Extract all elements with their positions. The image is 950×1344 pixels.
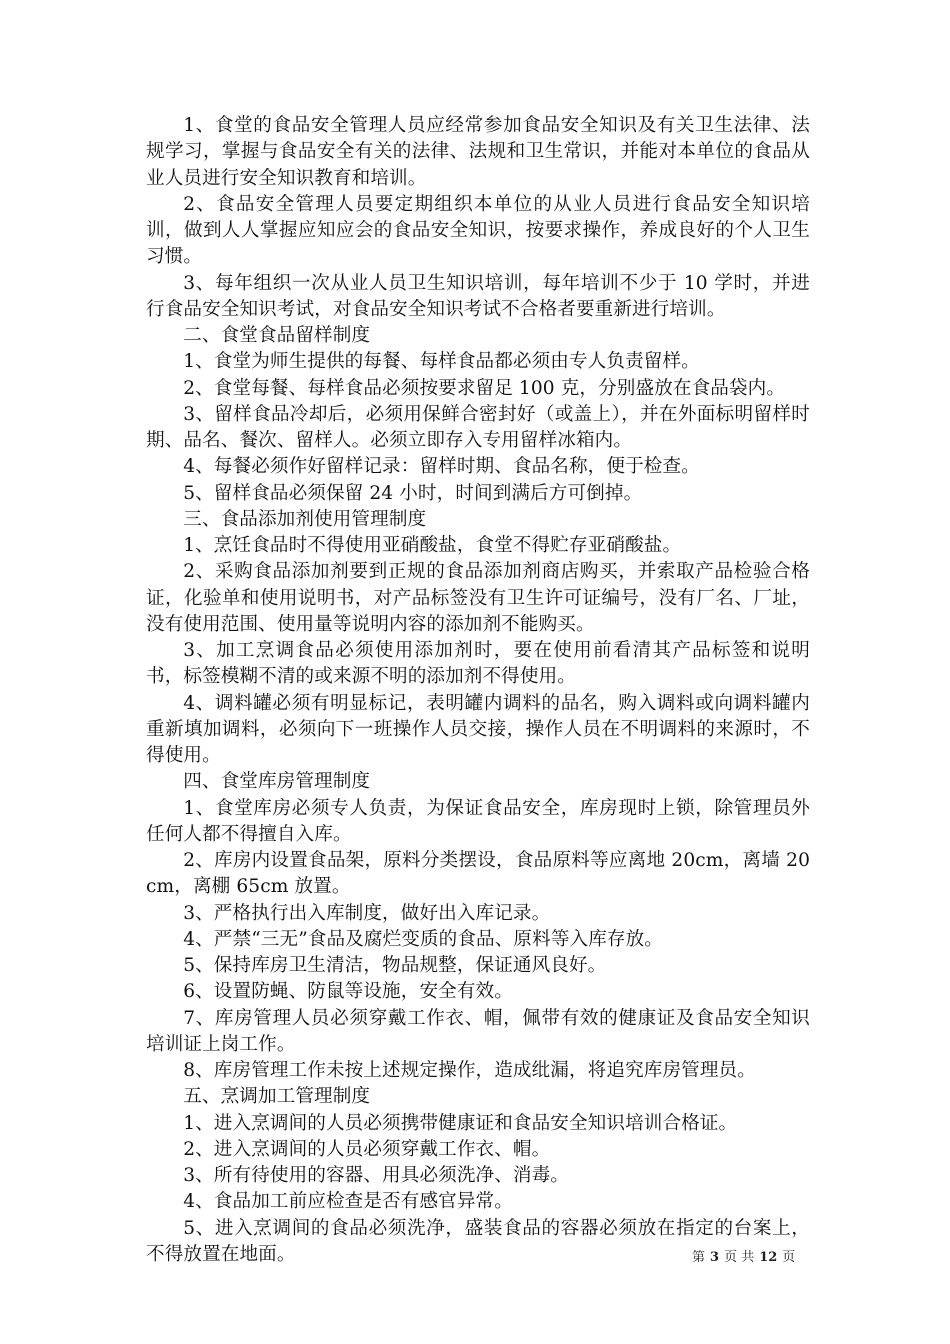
total-page-count: 12 xyxy=(759,1250,778,1265)
paragraph: 3、每年组织一次从业人员卫生知识培训，每年培训不少于 10 学时，并进行食品安全知识考试，对食品安全知识考试不合格者要重新进行培训。 xyxy=(146,272,810,320)
document-body xyxy=(146,113,810,1268)
paragraph: 1、进入烹调间的人员必须携带健康证和食品安全知识培训合格证。 xyxy=(183,1112,738,1134)
paragraph: 2、库房内设置食品架，原料分类摆设，食品原料等应离地 20cm，离墙 20cm，离棚 65cm 放置。 xyxy=(146,850,810,898)
footer-prefix: 第 xyxy=(692,1250,706,1265)
paragraph: 8、库房管理工作未按上述规定操作，造成纰漏，将追究库房管理员。 xyxy=(183,1060,756,1081)
paragraph: 4、食品加工前应检查是否有感官异常。 xyxy=(183,1191,513,1213)
paragraph: 四、食堂库房管理制度 xyxy=(183,771,371,793)
paragraph: 3、留样食品冷却后，必须用保鲜合密封好（或盖上），并在外面标明留样时期、品名、餐次、留样人。必须立即存入专用留样冰箱内。 xyxy=(146,403,810,451)
footer-suffix: 页 xyxy=(782,1250,796,1265)
paragraph: 三、食品添加剂使用管理制度 xyxy=(183,508,427,530)
paragraph: 3、严格执行出入库制度，做好出入库记录。 xyxy=(183,902,551,924)
paragraph: 2、进入烹调间的人员必须穿戴工作衣、帽。 xyxy=(183,1138,551,1160)
paragraph: 5、保持库房卫生清洁，物品规整，保证通风良好。 xyxy=(183,955,607,976)
paragraph: 4、调料罐必须有明显标记，表明罐内调料的品名，购入调料或向调料罐内重新填加调料，必须向下一班操作人员交接，操作人员在不明调料的来源时，不得使用。 xyxy=(146,692,810,766)
page-footer xyxy=(692,1250,795,1266)
footer-middle: 页 共 xyxy=(724,1250,755,1265)
paragraph: 5、进入烹调间的食品必须洗净，盛装食品的容器必须放在指定的台案上，不得放置在地面。 xyxy=(146,1217,810,1265)
paragraph: 6、设置防蝇、防鼠等设施，安全有效。 xyxy=(183,981,513,1003)
paragraph: 1、食堂为师生提供的每餐、每样食品都必须由专人负责留样。 xyxy=(183,351,700,373)
paragraph: 五、烹调加工管理制度 xyxy=(183,1086,371,1108)
paragraph: 4、每餐必须作好留样记录：留样时期、食品名称，便于检查。 xyxy=(183,456,700,478)
paragraph: 3、所有待使用的容器、用具必须洗净、消毒。 xyxy=(183,1165,569,1186)
paragraph: 2、食堂每餐、每样食品必须按要求留足 100 克，分别盛放在食品袋内。 xyxy=(183,377,786,399)
paragraph: 二、食堂食品留样制度 xyxy=(183,325,371,346)
paragraph: 1、烹饪食品时不得使用亚硝酸盐，食堂不得贮存亚硝酸盐。 xyxy=(183,535,682,556)
paragraph: 7、库房管理人员必须穿戴工作衣、帽，佩带有效的健康证及食品安全知识培训证上岗工作。 xyxy=(146,1007,810,1055)
paragraph: 5、留样食品必须保留 24 小时，时间到满后方可倒掉。 xyxy=(183,482,643,504)
paragraph: 1、食堂库房必须专人负责，为保证食品安全，库房现时上锁，除管理员外任何人都不得擅自入库。 xyxy=(146,797,810,845)
paragraph: 2、食品安全管理人员要定期组织本单位的从业人员进行食品安全知识培训，做到人人掌握应知应会的食品安全知识，按要求操作，养成良好的个人卫生习惯。 xyxy=(146,193,810,268)
paragraph: 4、严禁“三无”食品及腐烂变质的食品、原料等入库存放。 xyxy=(183,928,663,950)
paragraph: 2、采购食品添加剂要到正规的食品添加剂商店购买，并索取产品检验合格证，化验单和使用说明书，对产品标签没有卫生许可证编号，没有厂名、厂址，没有使用范围、使用量等说明内容的添加剂不能购买。 xyxy=(146,561,810,635)
current-page-number: 3 xyxy=(710,1250,720,1265)
paragraph: 1、食堂的食品安全管理人员应经常参加食品安全知识及有关卫生法律、法规学习，掌握与食品安全有关的法律、法规和卫生常识，并能对本单位的食品从业人员进行安全知识教育和培训。 xyxy=(146,115,810,189)
paragraph: 3、加工烹调食品必须使用添加剂时，要在使用前看清其产品标签和说明书，标签模糊不清的或来源不明的添加剂不得使用。 xyxy=(146,640,810,688)
